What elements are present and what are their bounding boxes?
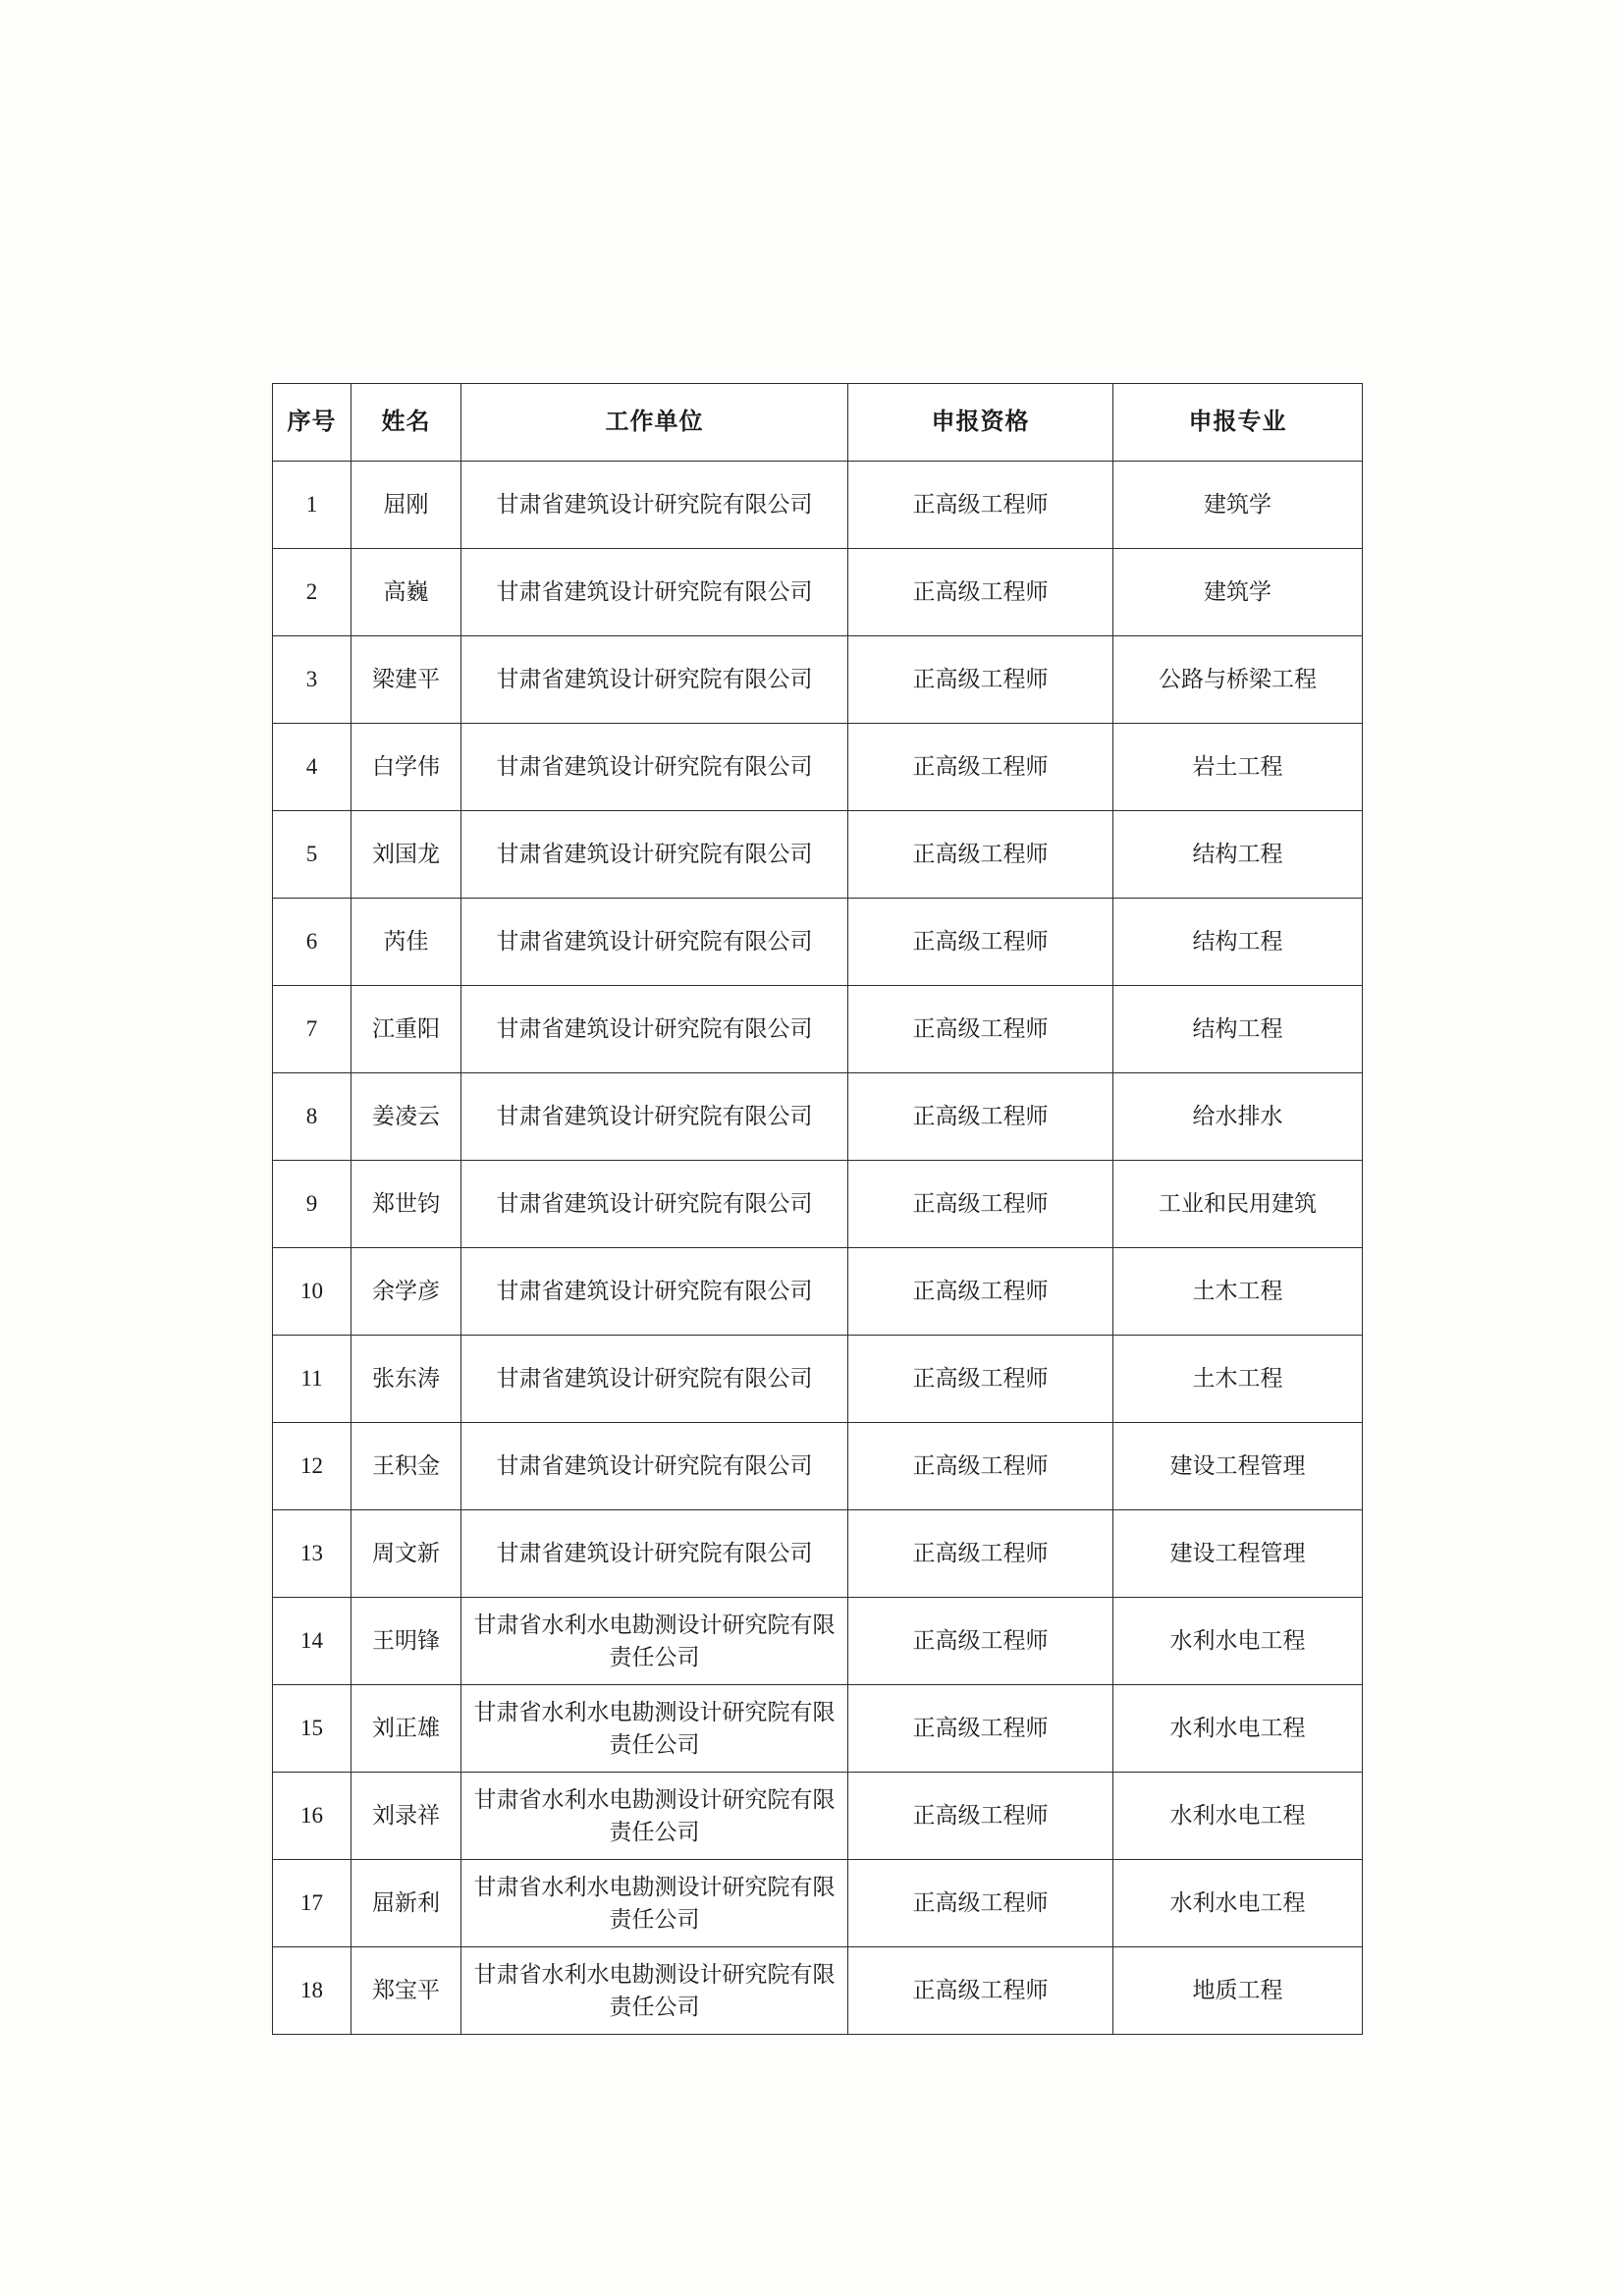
cell-qualification: 正高级工程师 [848, 1685, 1113, 1773]
cell-qualification: 正高级工程师 [848, 1248, 1113, 1336]
cell-qualification: 正高级工程师 [848, 462, 1113, 549]
cell-qualification: 正高级工程师 [848, 811, 1113, 899]
column-header-major: 申报专业 [1113, 384, 1363, 462]
cell-index: 16 [273, 1773, 352, 1860]
cell-major: 建设工程管理 [1113, 1423, 1363, 1510]
cell-major: 建筑学 [1113, 462, 1363, 549]
cell-name: 周文新 [352, 1510, 461, 1598]
cell-index: 9 [273, 1161, 352, 1248]
table-row [273, 462, 1363, 549]
cell-index: 15 [273, 1685, 352, 1773]
table-row [273, 1947, 1363, 2035]
cell-index: 5 [273, 811, 352, 899]
cell-major: 建筑学 [1113, 549, 1363, 636]
cell-unit: 甘肃省建筑设计研究院有限公司 [461, 986, 848, 1073]
table-row [273, 811, 1363, 899]
cell-name: 郑世钧 [352, 1161, 461, 1248]
cell-unit: 甘肃省建筑设计研究院有限公司 [461, 549, 848, 636]
cell-unit: 甘肃省建筑设计研究院有限公司 [461, 1510, 848, 1598]
cell-major: 结构工程 [1113, 986, 1363, 1073]
cell-unit: 甘肃省水利水电勘测设计研究院有限责任公司 [461, 1773, 848, 1860]
cell-unit: 甘肃省水利水电勘测设计研究院有限责任公司 [461, 1685, 848, 1773]
cell-unit: 甘肃省水利水电勘测设计研究院有限责任公司 [461, 1860, 848, 1947]
table-row [273, 899, 1363, 986]
cell-name: 芮佳 [352, 899, 461, 986]
cell-unit: 甘肃省建筑设计研究院有限公司 [461, 724, 848, 811]
cell-name: 屈新利 [352, 1860, 461, 1947]
cell-index: 10 [273, 1248, 352, 1336]
table-header [273, 384, 1363, 462]
cell-unit: 甘肃省建筑设计研究院有限公司 [461, 1248, 848, 1336]
cell-major: 给水排水 [1113, 1073, 1363, 1161]
cell-name: 高巍 [352, 549, 461, 636]
cell-unit: 甘肃省建筑设计研究院有限公司 [461, 1336, 848, 1423]
cell-major: 岩土工程 [1113, 724, 1363, 811]
cell-index: 2 [273, 549, 352, 636]
cell-major: 结构工程 [1113, 899, 1363, 986]
cell-index: 4 [273, 724, 352, 811]
cell-qualification: 正高级工程师 [848, 1073, 1113, 1161]
cell-index: 1 [273, 462, 352, 549]
cell-index: 12 [273, 1423, 352, 1510]
table-row [273, 636, 1363, 724]
cell-qualification: 正高级工程师 [848, 1598, 1113, 1685]
cell-name: 张东涛 [352, 1336, 461, 1423]
cell-qualification: 正高级工程师 [848, 636, 1113, 724]
cell-major: 水利水电工程 [1113, 1598, 1363, 1685]
cell-qualification: 正高级工程师 [848, 1510, 1113, 1598]
cell-qualification: 正高级工程师 [848, 1336, 1113, 1423]
cell-unit: 甘肃省水利水电勘测设计研究院有限责任公司 [461, 1947, 848, 2035]
cell-index: 13 [273, 1510, 352, 1598]
cell-major: 土木工程 [1113, 1248, 1363, 1336]
cell-unit: 甘肃省水利水电勘测设计研究院有限责任公司 [461, 1598, 848, 1685]
cell-major: 地质工程 [1113, 1947, 1363, 2035]
table-row [273, 1073, 1363, 1161]
table-row [273, 1685, 1363, 1773]
cell-name: 白学伟 [352, 724, 461, 811]
cell-index: 11 [273, 1336, 352, 1423]
cell-name: 屈刚 [352, 462, 461, 549]
table-row [273, 1773, 1363, 1860]
cell-name: 梁建平 [352, 636, 461, 724]
cell-name: 王明锋 [352, 1598, 461, 1685]
cell-name: 姜凌云 [352, 1073, 461, 1161]
cell-qualification: 正高级工程师 [848, 986, 1113, 1073]
column-header-index: 序号 [273, 384, 352, 462]
cell-qualification: 正高级工程师 [848, 1423, 1113, 1510]
cell-unit: 甘肃省建筑设计研究院有限公司 [461, 899, 848, 986]
cell-name: 刘正雄 [352, 1685, 461, 1773]
cell-unit: 甘肃省建筑设计研究院有限公司 [461, 1073, 848, 1161]
table-row [273, 1598, 1363, 1685]
cell-unit: 甘肃省建筑设计研究院有限公司 [461, 636, 848, 724]
cell-major: 水利水电工程 [1113, 1685, 1363, 1773]
cell-index: 17 [273, 1860, 352, 1947]
cell-index: 6 [273, 899, 352, 986]
cell-major: 水利水电工程 [1113, 1773, 1363, 1860]
cell-index: 7 [273, 986, 352, 1073]
cell-name: 刘国龙 [352, 811, 461, 899]
cell-name: 郑宝平 [352, 1947, 461, 2035]
cell-qualification: 正高级工程师 [848, 724, 1113, 811]
table-row [273, 1248, 1363, 1336]
table-row [273, 1161, 1363, 1248]
table-row [273, 549, 1363, 636]
cell-name: 余学彦 [352, 1248, 461, 1336]
table-header-row [273, 384, 1363, 462]
cell-major: 土木工程 [1113, 1336, 1363, 1423]
cell-major: 工业和民用建筑 [1113, 1161, 1363, 1248]
cell-name: 王积金 [352, 1423, 461, 1510]
applicant-roster-table [272, 383, 1363, 2035]
cell-index: 14 [273, 1598, 352, 1685]
table-row [273, 986, 1363, 1073]
cell-qualification: 正高级工程师 [848, 1947, 1113, 2035]
cell-qualification: 正高级工程师 [848, 1773, 1113, 1860]
cell-index: 18 [273, 1947, 352, 2035]
cell-qualification: 正高级工程师 [848, 1860, 1113, 1947]
cell-qualification: 正高级工程师 [848, 899, 1113, 986]
cell-unit: 甘肃省建筑设计研究院有限公司 [461, 462, 848, 549]
cell-index: 8 [273, 1073, 352, 1161]
table-row [273, 724, 1363, 811]
cell-name: 江重阳 [352, 986, 461, 1073]
cell-unit: 甘肃省建筑设计研究院有限公司 [461, 1161, 848, 1248]
cell-unit: 甘肃省建筑设计研究院有限公司 [461, 1423, 848, 1510]
cell-qualification: 正高级工程师 [848, 549, 1113, 636]
column-header-unit: 工作单位 [461, 384, 848, 462]
cell-major: 公路与桥梁工程 [1113, 636, 1363, 724]
table-row [273, 1336, 1363, 1423]
cell-name: 刘录祥 [352, 1773, 461, 1860]
column-header-name: 姓名 [352, 384, 461, 462]
cell-unit: 甘肃省建筑设计研究院有限公司 [461, 811, 848, 899]
table-body [273, 462, 1363, 2035]
cell-index: 3 [273, 636, 352, 724]
table-row [273, 1423, 1363, 1510]
table-row [273, 1510, 1363, 1598]
roster-table-container [272, 383, 1362, 2035]
table-row [273, 1860, 1363, 1947]
cell-major: 结构工程 [1113, 811, 1363, 899]
cell-major: 建设工程管理 [1113, 1510, 1363, 1598]
cell-qualification: 正高级工程师 [848, 1161, 1113, 1248]
cell-major: 水利水电工程 [1113, 1860, 1363, 1947]
column-header-qualification: 申报资格 [848, 384, 1113, 462]
